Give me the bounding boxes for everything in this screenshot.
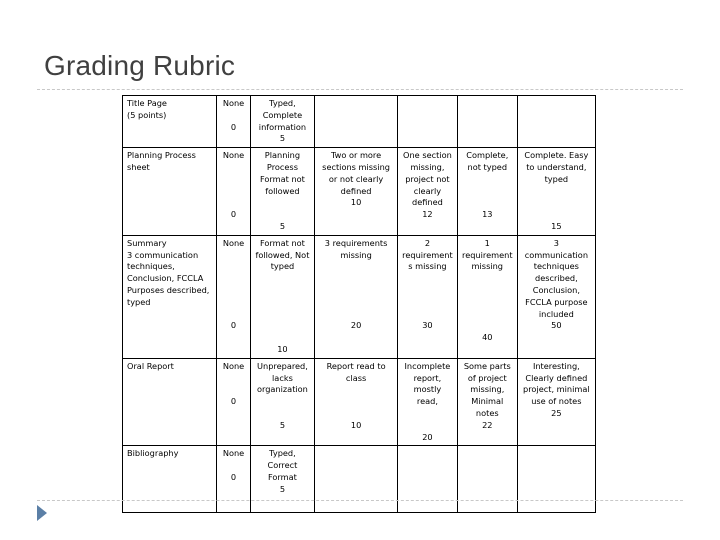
score-cell: Interesting, Clearly defined project, minimal use of notes 25: [517, 358, 595, 446]
criterion-cell: Oral Report: [123, 358, 217, 446]
score-cell: None 0: [217, 235, 250, 358]
table-row: [123, 96, 596, 148]
score-cell: [315, 96, 398, 148]
table-row: [123, 148, 596, 236]
footer-divider: [37, 500, 683, 501]
title-divider: [37, 89, 683, 90]
score-cell: [315, 446, 398, 513]
score-cell: None 0: [217, 148, 250, 236]
slide-title: Grading Rubric: [44, 50, 236, 81]
table-row: [123, 235, 596, 358]
score-cell: Unprepared, lacks organization 5: [250, 358, 314, 446]
score-cell: None 0: [217, 358, 250, 446]
score-cell: 3 communication techniques described, Conclusion, FCCLA purpose included 50: [517, 235, 595, 358]
score-cell: Report read to class 10: [315, 358, 398, 446]
score-cell: 2 requirement s missing 30: [398, 235, 458, 358]
criterion-cell: Bibliography: [123, 446, 217, 513]
criterion-cell: Planning Process sheet: [123, 148, 217, 236]
score-cell: Complete, not typed 13: [457, 148, 517, 236]
grading-rubric-table: [122, 95, 596, 513]
score-cell: Some parts of project missing, Minimal notes 22: [457, 358, 517, 446]
score-cell: [398, 446, 458, 513]
score-cell: [457, 446, 517, 513]
score-cell: 3 requirements missing 20: [315, 235, 398, 358]
table-row: [123, 446, 596, 513]
score-cell: [517, 96, 595, 148]
table-row: [123, 358, 596, 446]
score-cell: [457, 96, 517, 148]
score-cell: Incomplete report, mostly read, 20: [398, 358, 458, 446]
score-cell: None 0: [217, 96, 250, 148]
triangle-bullet-icon: [37, 505, 47, 521]
criterion-cell: Summary 3 communication techniques, Conclusion, FCCLA Purposes described, typed: [123, 235, 217, 358]
criterion-cell: Title Page (5 points): [123, 96, 217, 148]
score-cell: Two or more sections missing or not clearly defined 10: [315, 148, 398, 236]
score-cell: [398, 96, 458, 148]
score-cell: Typed, Correct Format 5: [250, 446, 314, 513]
score-cell: Typed, Complete information 5: [250, 96, 314, 148]
score-cell: Format not followed, Not typed 10: [250, 235, 314, 358]
score-cell: None 0: [217, 446, 250, 513]
score-cell: Planning Process Format not followed 5: [250, 148, 314, 236]
score-cell: 1 requirement missing 40: [457, 235, 517, 358]
score-cell: Complete. Easy to understand, typed 15: [517, 148, 595, 236]
score-cell: [517, 446, 595, 513]
score-cell: One section missing, project not clearly defined 12: [398, 148, 458, 236]
